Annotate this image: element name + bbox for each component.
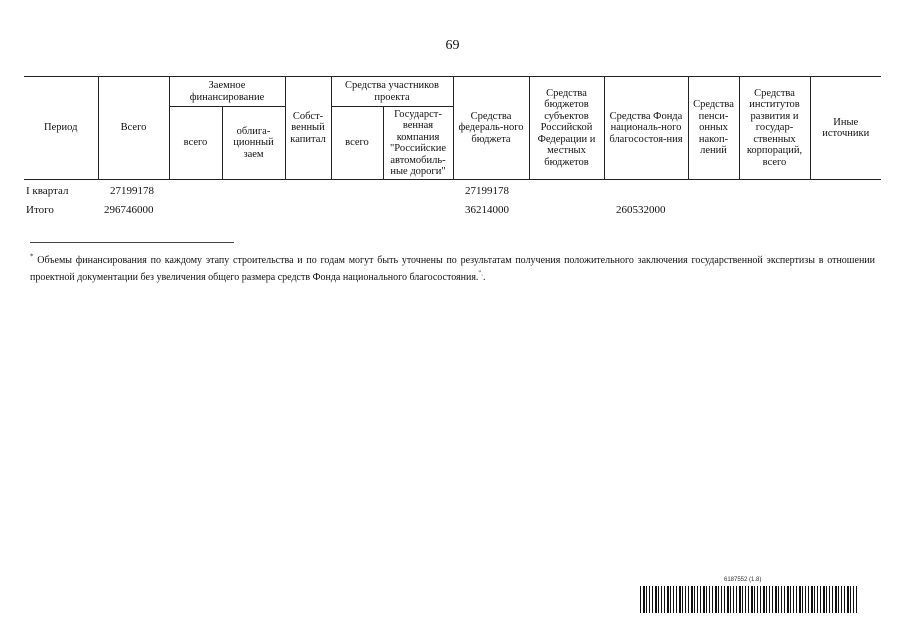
header-development-institutes: Средства институтов развития и государ-ственных корпораций, всего (739, 77, 810, 180)
header-period: Период (24, 77, 98, 180)
page-number: 69 (445, 38, 460, 53)
financing-table (24, 76, 881, 224)
footnote-marker: * (30, 252, 34, 261)
row-period: I квартал (26, 185, 69, 197)
footnote-divider (30, 242, 234, 243)
header-loan-total: всего (169, 107, 222, 180)
header-regional-budgets: Средства бюджетов субъектов Российской Федерации и местных бюджетов (529, 77, 604, 180)
header-project-participants: Средства участников проекта (331, 77, 453, 107)
header-federal-budget: Средства федераль-ного бюджета (453, 77, 529, 180)
row-federal: 27199178 (465, 185, 509, 197)
header-state-company: Государст-венная компания "Российские автомобиль-ные дороги" (383, 107, 453, 180)
header-other-sources: Иные источники (810, 77, 881, 180)
header-own-capital: Собст-венный капитал (285, 77, 331, 180)
table-row (24, 180, 881, 206)
footnote (30, 252, 875, 286)
header-pension-savings: Средства пенси-онных накоп-лений (688, 77, 739, 180)
row-nwf (604, 180, 688, 206)
footnote-text: Объемы финансирования по каждому этапу строительства и по годам могут быть уточнены по результатам получения положительного заключения государственной экспертизы в отношении проектной документации без увеличения общего размера средств Фонда национального благосостояния. (30, 255, 875, 283)
row-total: 27199178 (110, 185, 154, 197)
row-federal: 36214000 (465, 204, 509, 216)
barcode-number: 6187552 (1.8) (724, 577, 762, 583)
row-total: 296746000 (104, 204, 154, 216)
header-participants-total: всего (331, 107, 383, 180)
header-total: Всего (98, 77, 169, 180)
row-period: Итого (26, 204, 54, 216)
row-nwf: 260532000 (616, 204, 666, 216)
header-loan-financing: Заемное финансирование (169, 77, 285, 107)
footnote-end-mark: ". (478, 269, 484, 278)
header-bond-loan: облига-ционный заем (222, 107, 285, 180)
header-national-wealth-fund: Средства Фонда националь-ного благосостоя-ния (604, 77, 688, 180)
footnote-closing: . (483, 272, 486, 283)
barcode-image (640, 586, 857, 613)
table-row (24, 205, 881, 224)
